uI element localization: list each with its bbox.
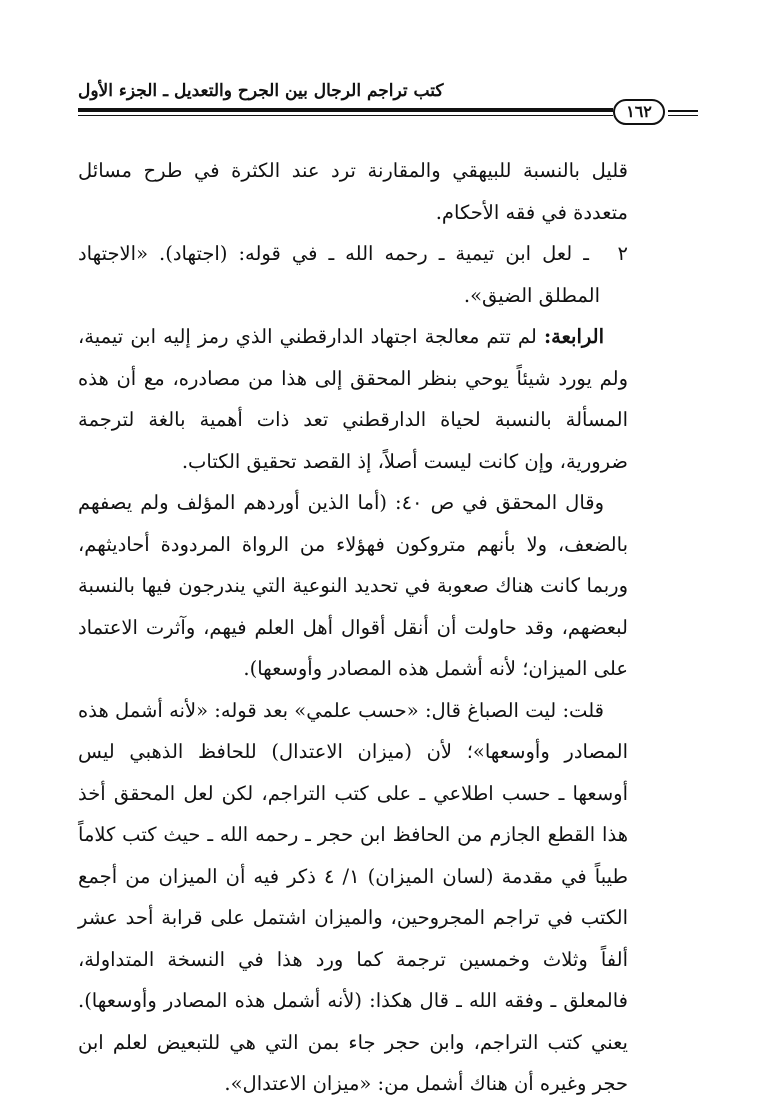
page-number: ١٦٢ — [613, 99, 665, 125]
page-header — [78, 75, 660, 125]
footnote-number: ٢ — [617, 242, 628, 265]
header-rule-tail-thin — [668, 115, 698, 116]
paragraph-commentary: قلت: ليت الصباغ قال: «حسب علمي» بعد قوله: «لأنه أشمل هذه المصادر وأوسعها»؛ لأن (ميزان الاعتدال) للحافظ الذهبي ليس أوسعها ـ حسب اطلاعي ـ على كتب التراجم، لكن لعل المحقق أخذ هذا القطع الجازم من الحافظ ابن حجر ـ رحمه الله ـ حيث كتب كلاماً طيباً في مقدمة (لسان الميزان) ١/ ٤ ذكر فيه أن الميزان من أجمع الكتب في تراجم المجروحين، والميزان اشتمل على قرابة أحد عشر ألفاً وثلاث وخمسين ترجمة كما ورد هذا في النسخة المتداولة، فالمعلق ـ وفقه الله ـ قال هكذا: (لأنه أشمل هذه المصادر وأوسعها). يعني كتب التراجم، وابن حجر جاء بمن التي هي للتبعيض لعلم ابن حجر وغيره أن هناك أشمل من: «ميزان الاعتدال». — [78, 698, 628, 1095]
header-rule-thick — [78, 108, 613, 112]
page-body — [78, 150, 628, 1105]
fourth-point-label: الرابعة: — [543, 325, 604, 348]
header-rule-tail-thick — [668, 110, 698, 112]
header-rule-thin — [78, 115, 613, 116]
paragraph-fourth-point — [78, 316, 628, 482]
footnote-text: ـ لعل ابن تيمية ـ رحمه الله ـ في قوله: (اجتهاد). «الاجتهاد المطلق الضيق». — [78, 242, 600, 307]
paragraph-1: قليل بالنسبة للبيهقي والمقارنة ترد عند الكثرة في طرح مسائل متعددة في فقه الأحكام. — [78, 159, 628, 224]
running-book-title: كتب تراجم الرجال بين الجرح والتعديل ـ الجزء الأول — [78, 81, 444, 101]
paragraph-editor-quote: وقال المحقق في ص ٤٠: (أما الذين أوردهم المؤلف ولم يصفهم بالضعف، ولا بأنهم متروكون فهؤلاء من الرواة المردودة أحاديثهم، وربما كانت هناك صعوبة في تحديد النوعية التي يندرجون فيها بالنسبة لبعضهم، وقد حاولت أن أنقل أقوال أهل العلم فيهم، وآثرت الاعتماد على الميزان؛ لأنه أشمل هذه المصادر وأوسعها). — [78, 491, 628, 680]
footnote-item-2 — [78, 233, 628, 316]
fourth-point-text: لم تتم معالجة اجتهاد الدارقطني الذي رمز إليه ابن تيمية، ولم يورد شيئاً يوحي بنظر المحقق إلى هذا من مصادره، مع أن هذه المسألة بالنسبة لحياة الدارقطني تعد ذات أهمية بالغة لترجمة ضرورية، وإن كانت ليست أصلاً، إذ القصد تحقيق الكتاب. — [78, 325, 628, 473]
